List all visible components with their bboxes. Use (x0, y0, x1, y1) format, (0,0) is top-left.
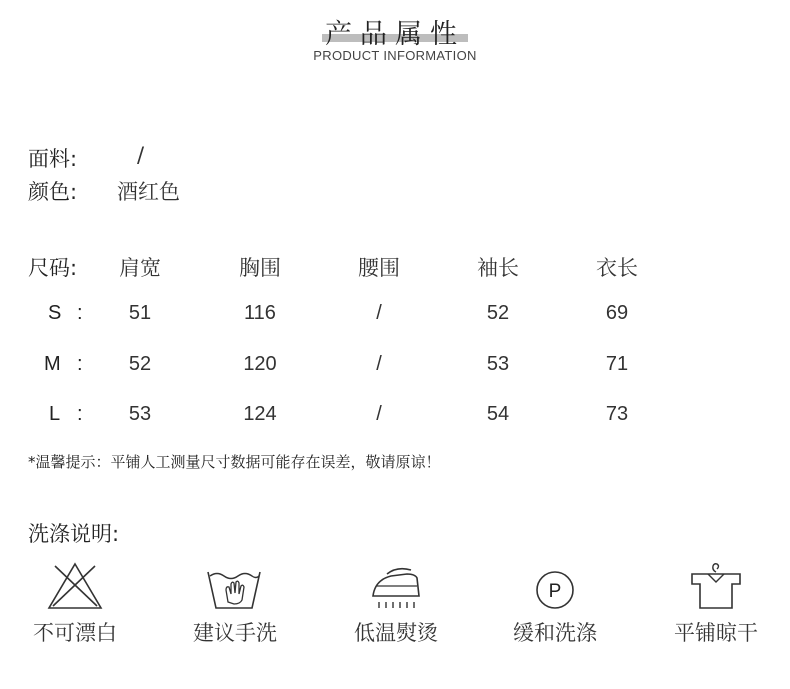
fabric-label: 面料: (28, 147, 78, 171)
table-cell: 69 (605, 302, 629, 324)
size-colon: : (77, 353, 83, 375)
size-m: M (44, 353, 61, 375)
no-bleach-icon (45, 560, 105, 616)
table-cell: 52 (128, 353, 152, 375)
table-cell: 116 (244, 302, 276, 324)
size-colon: : (77, 302, 83, 324)
page-subtitle: PRODUCT INFORMATION (313, 48, 477, 63)
size-l: L (49, 403, 61, 425)
care-label-gentle-wash: 缓和洗涤 (513, 621, 597, 645)
care-label-flat-dry: 平铺晾干 (674, 621, 758, 645)
hang-dry-icon (686, 560, 746, 616)
table-cell: 73 (605, 403, 629, 425)
color-label: 颜色: (28, 180, 78, 204)
table-cell: 54 (486, 403, 510, 425)
hand-wash-icon (204, 562, 264, 618)
care-label-low-iron: 低温熨烫 (354, 621, 438, 645)
dry-clean-symbol: P (548, 581, 562, 602)
dry-clean-p-icon (525, 562, 585, 618)
care-title: 洗涤说明: (28, 522, 120, 546)
page-title: 产品属性 (325, 19, 465, 50)
table-cell: 53 (486, 353, 510, 375)
table-cell: 124 (243, 403, 277, 425)
column-header-waist: 腰围 (358, 256, 400, 280)
column-header-shoulder: 肩宽 (119, 256, 161, 280)
size-label: 尺码: (28, 256, 78, 280)
size-s: S (48, 302, 62, 324)
table-cell: 51 (128, 302, 152, 324)
table-cell: / (376, 353, 382, 375)
table-cell: 120 (243, 353, 277, 375)
table-cell: 71 (605, 353, 629, 375)
table-cell: 52 (486, 302, 510, 324)
color-value: 酒红色 (117, 180, 180, 204)
table-cell: / (376, 403, 382, 425)
care-label-hand-wash: 建议手洗 (193, 621, 277, 645)
table-cell: 53 (128, 403, 152, 425)
column-header-sleeve: 袖长 (477, 256, 519, 280)
column-header-length: 衣长 (596, 256, 638, 280)
size-colon: : (77, 403, 83, 425)
table-cell: / (376, 302, 382, 324)
column-header-chest: 胸围 (239, 256, 281, 280)
fabric-value: / (137, 143, 145, 167)
care-label-no-bleach: 不可漂白 (33, 621, 117, 645)
measurement-note: *温馨提示：平铺人工测量尺寸数据可能存在误差，敬请原谅！ (28, 453, 441, 471)
low-iron-icon (367, 562, 427, 618)
